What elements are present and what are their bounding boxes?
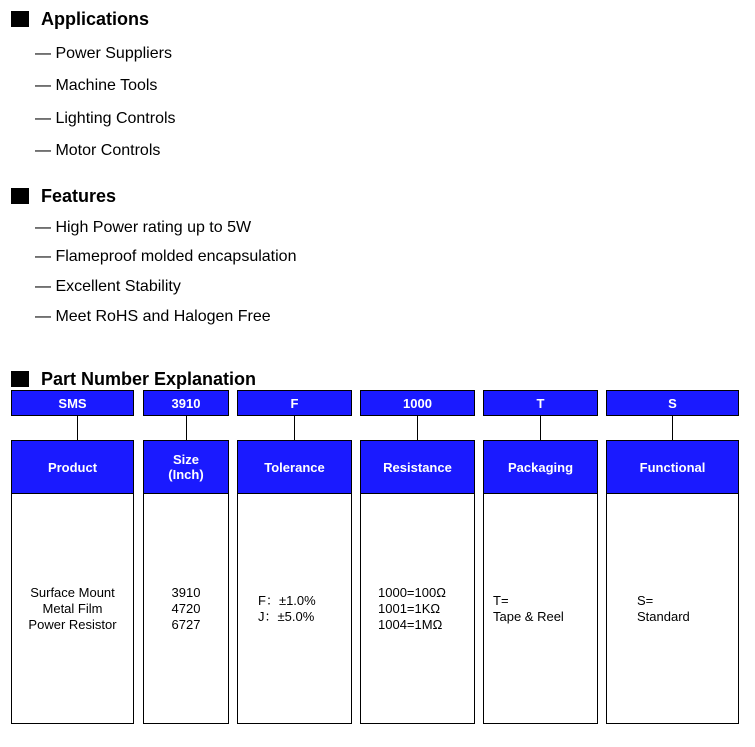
size-header: [144, 441, 228, 494]
code-box-tolerance: F: [237, 390, 352, 416]
list-item: — High Power rating up to 5W: [35, 219, 252, 236]
size-column: [143, 440, 229, 724]
product-header: Product: [12, 441, 133, 494]
description-line: 6727: [171, 616, 201, 632]
bullet-square-icon: [11, 371, 29, 387]
packaging-header: Packaging: [484, 441, 597, 494]
list-item: — Lighting Controls: [35, 110, 176, 127]
size-description: [144, 494, 228, 723]
code-box-sms: SMS: [11, 390, 134, 416]
packaging-description: [484, 494, 597, 723]
description-line: Power Resistor: [28, 616, 117, 632]
tolerance-description: [238, 494, 351, 723]
resistance-header: Resistance: [361, 441, 474, 494]
code-box-size: 3910: [143, 390, 229, 416]
description-line: Standard: [637, 608, 690, 624]
connector-line: [672, 416, 673, 441]
bullet-square-icon: [11, 188, 29, 204]
list-item: — Motor Controls: [35, 142, 161, 159]
connector-line: [294, 416, 295, 441]
description-line: Surface Mount: [30, 584, 115, 600]
packaging-column: [483, 440, 598, 724]
part-number-heading: [11, 368, 256, 390]
code-box-resistance: 1000: [360, 390, 475, 416]
part-number-title: Part Number Explanation: [41, 369, 257, 389]
resistance-description: [361, 494, 474, 723]
code-box-functional: S: [606, 390, 739, 416]
features-title: Features: [41, 186, 117, 206]
connector-line: [417, 416, 418, 441]
functional-column: [606, 440, 739, 724]
tolerance-column: [237, 440, 352, 724]
description-line: 1004=1MΩ: [378, 616, 443, 632]
description-line: J：±5.0%: [258, 608, 315, 624]
code-box-packaging: T: [483, 390, 598, 416]
description-line: Metal Film: [42, 600, 103, 616]
description-line: 4720: [171, 600, 201, 616]
size-header-line: Size: [172, 452, 199, 467]
product-description: [12, 494, 133, 723]
product-column: [11, 440, 134, 724]
connector-line: [77, 416, 78, 441]
description-line: F：±1.0%: [258, 592, 316, 608]
functional-header: Functional: [607, 441, 738, 494]
list-item: — Excellent Stability: [35, 278, 181, 295]
bullet-square-icon: [11, 11, 29, 27]
applications-title: Applications: [41, 9, 150, 29]
applications-heading: [11, 8, 149, 30]
features-heading: [11, 185, 116, 207]
connector-line: [186, 416, 187, 441]
resistance-column: [360, 440, 475, 724]
list-item: — Meet RoHS and Halogen Free: [35, 308, 271, 325]
description-line: 1000=100Ω: [378, 584, 446, 600]
list-item: — Machine Tools: [35, 77, 158, 94]
connector-line: [540, 416, 541, 441]
tolerance-header: Tolerance: [238, 441, 351, 494]
description-line: S=: [637, 592, 654, 608]
size-header-line: (Inch): [168, 467, 204, 482]
description-line: 1001=1KΩ: [378, 600, 441, 616]
description-line: T=: [493, 592, 509, 608]
description-line: Tape & Reel: [493, 608, 564, 624]
list-item: — Flameproof molded encapsulation: [35, 248, 297, 265]
list-item: — Power Suppliers: [35, 45, 172, 62]
description-line: 3910: [171, 584, 201, 600]
functional-description: [607, 494, 738, 723]
